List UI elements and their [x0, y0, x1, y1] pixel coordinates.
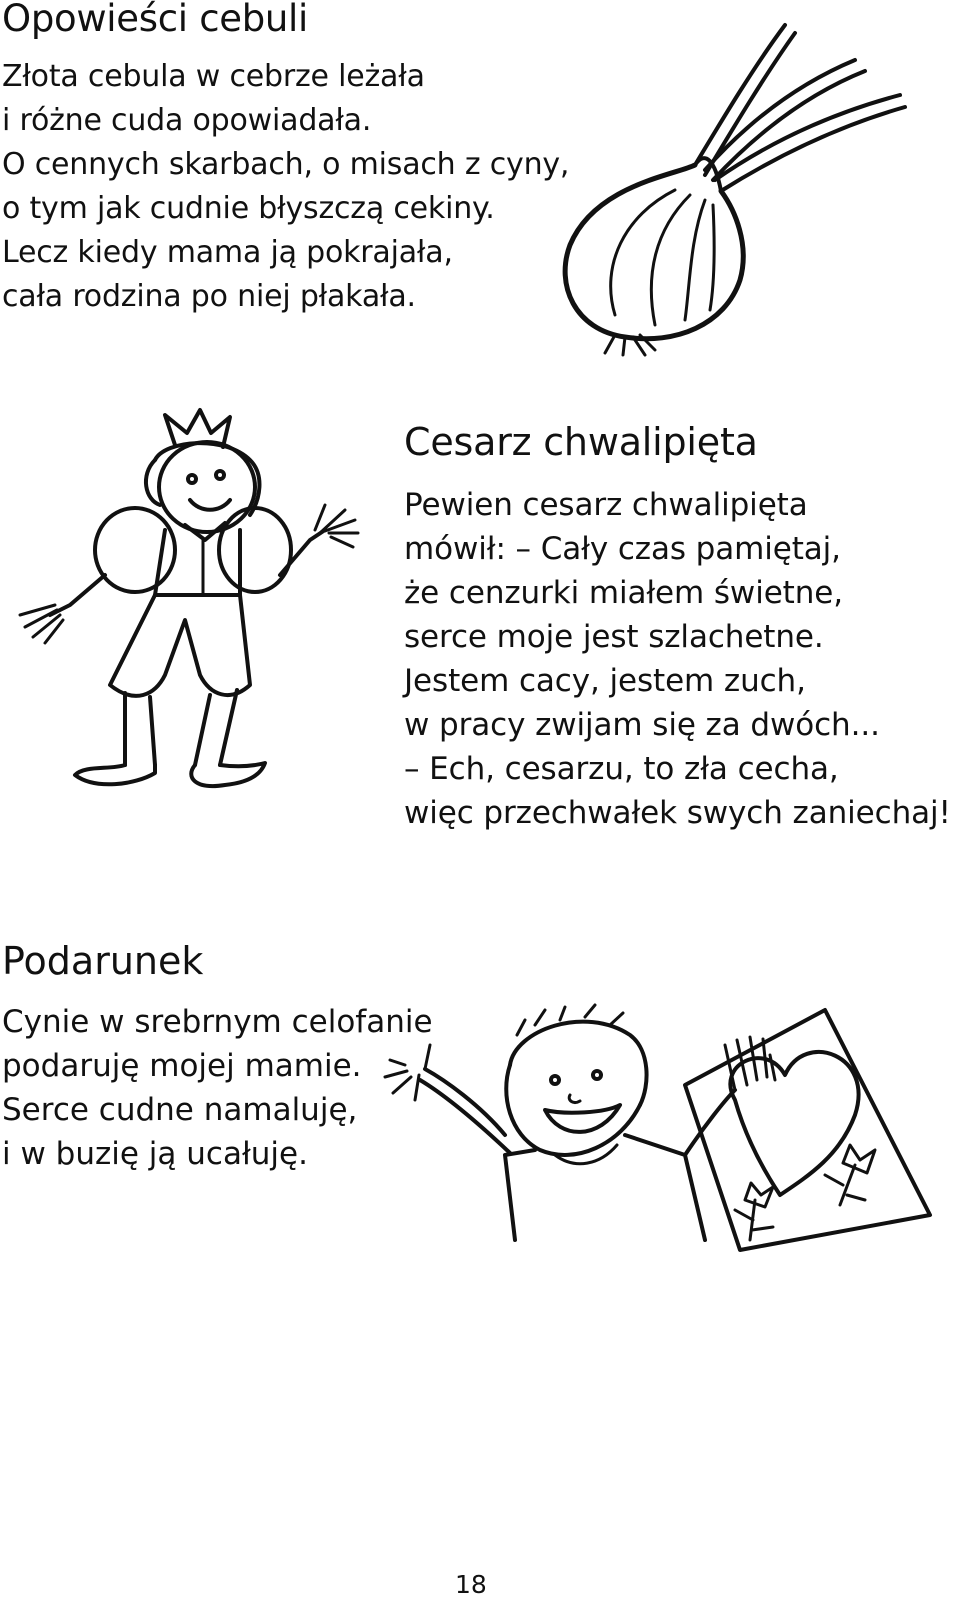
poem-line: cała rodzina po niej płakała. [2, 279, 416, 314]
poem-body-onion [2, 55, 569, 319]
poem-line: w pracy zwijam się za dwóch... [404, 707, 880, 743]
poem-line: Jestem cacy, jestem zuch, [404, 663, 806, 699]
poem-title-emperor: Cesarz chwalipięta [404, 420, 758, 464]
poem-line: Pewien cesarz chwalipięta [404, 487, 808, 523]
poem-line: – Ech, cesarzu, to zła cecha, [404, 751, 839, 787]
poem-line: Złota cebula w cebrze leżała [2, 59, 425, 94]
poem-line: O cennych skarbach, o misach z cyny, [2, 147, 570, 182]
boy-with-heart-illustration [385, 1005, 940, 1260]
poem-line: że cenzurki miałem świetne, [404, 575, 844, 611]
page-number: 18 [455, 1570, 487, 1599]
emperor-illustration [15, 405, 365, 800]
poem-line: podaruję mojej mamie. [2, 1048, 362, 1084]
poem-line: więc przechwałek swych zaniechaj! [404, 795, 951, 831]
onion-illustration [555, 15, 915, 355]
poem-title-gift: Podarunek [2, 939, 204, 983]
poem-line: serce moje jest szlachetne. [404, 619, 824, 655]
poem-line: Cynie w srebrnym celofanie [2, 1004, 433, 1040]
poem-line: Lecz kiedy mama ją pokrajała, [2, 235, 453, 270]
poem-line: o tym jak cudnie błyszczą cekiny. [2, 191, 495, 226]
poem-body-emperor [404, 483, 951, 835]
poem-title-onion: Opowieści cebuli [2, 0, 309, 40]
poem-line: i różne cuda opowiadała. [2, 103, 372, 138]
poem-line: i w buzię ją ucałuję. [2, 1136, 308, 1172]
poem-body-gift [2, 1000, 433, 1176]
poem-line: mówił: – Cały czas pamiętaj, [404, 531, 841, 567]
poem-line: Serce cudne namaluję, [2, 1092, 358, 1128]
